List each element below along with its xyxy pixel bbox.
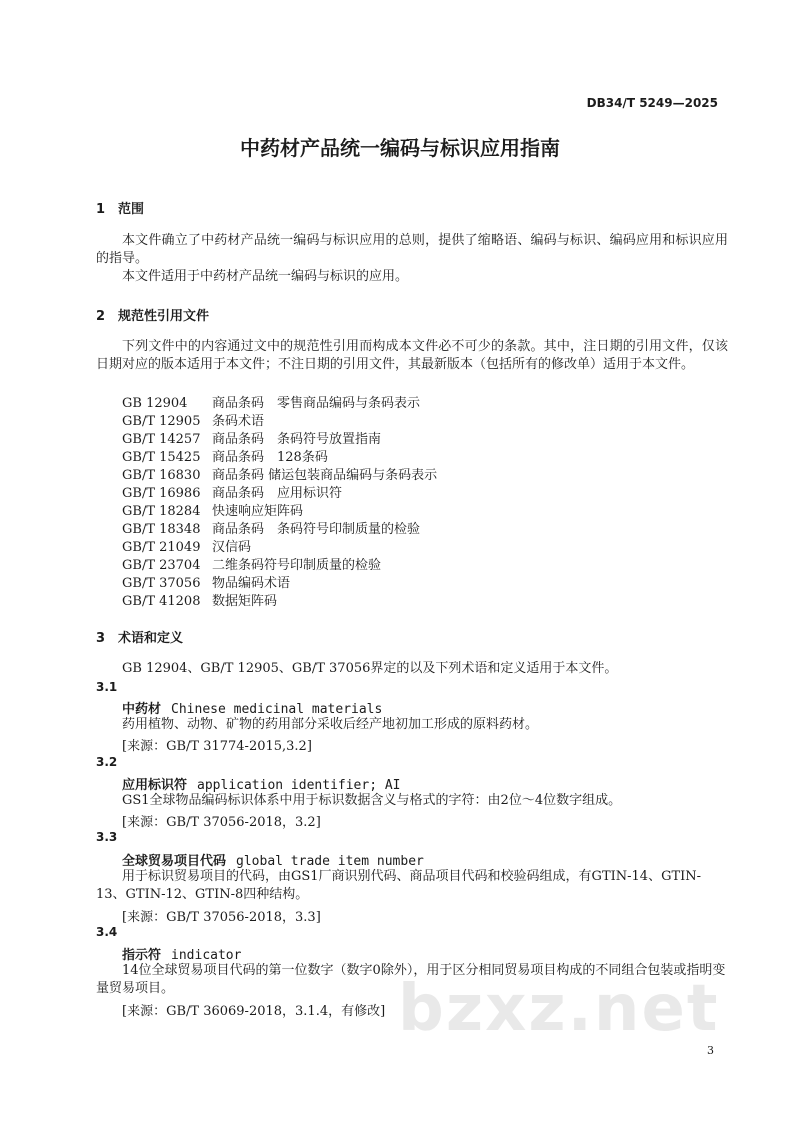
term-name-en: application identifier; AI bbox=[197, 778, 401, 793]
reference-title: 商品条码 条码符号印制质量的检验 bbox=[212, 522, 421, 537]
reference-item bbox=[122, 482, 342, 501]
section-title: 范围 bbox=[118, 202, 145, 217]
term-source: [来源：GB/T 37056-2018，3.2] bbox=[122, 815, 321, 830]
reference-item bbox=[122, 446, 328, 465]
scope-paragraph-2: 本文件适用于中药材产品统一编码与标识的应用。 bbox=[122, 269, 409, 284]
section-title: 术语和定义 bbox=[118, 631, 184, 646]
reference-item bbox=[122, 554, 381, 573]
term-name-zh: 应用标识符 bbox=[122, 778, 188, 793]
term-definition: 用于标识贸易项目的代码，由GS1厂商识别代码、商品项目代码和校验码组成，有GTIN-14、GTIN-13、GTIN-12、GTIN-8四种结构。 bbox=[96, 869, 702, 902]
reference-code: GB/T 23704 bbox=[122, 558, 201, 573]
reference-title: 商品条码 零售商品编码与条码表示 bbox=[212, 396, 421, 411]
term-definition: 药用植物、动物、矿物的药用部分采收后经产地初加工形成的原料药材。 bbox=[122, 717, 539, 732]
term-number: 3.2 bbox=[96, 755, 118, 769]
section-heading-2 bbox=[96, 305, 209, 324]
term-name-en: Chinese medicinal materials bbox=[171, 702, 383, 717]
reference-title: 物品编码术语 bbox=[212, 576, 291, 591]
scope-paragraph-1: 本文件确立了中药材产品统一编码与标识应用的总则，提供了缩略语、编码与标识、编码应用和标识应用的指导。 bbox=[96, 233, 728, 266]
term-name-en: global trade item number bbox=[236, 854, 424, 869]
reference-item bbox=[122, 464, 437, 483]
term-number: 3.1 bbox=[96, 680, 118, 694]
page-number: 3 bbox=[707, 1044, 714, 1057]
reference-item bbox=[122, 410, 264, 429]
section-number: 2 bbox=[96, 309, 106, 324]
reference-title: 汉信码 bbox=[212, 540, 252, 555]
reference-code: GB/T 18348 bbox=[122, 522, 201, 537]
section-title: 规范性引用文件 bbox=[118, 309, 210, 324]
reference-title: 商品条码 储运包装商品编码与条码表示 bbox=[212, 468, 438, 483]
reference-code: GB/T 16830 bbox=[122, 468, 201, 483]
section-number: 3 bbox=[96, 631, 106, 646]
reference-code: GB/T 16986 bbox=[122, 486, 201, 501]
reference-title: 快速响应矩阵码 bbox=[212, 504, 304, 519]
term-heading bbox=[122, 944, 241, 963]
term-name-en: indicator bbox=[171, 948, 242, 963]
reference-item bbox=[122, 536, 251, 555]
section-heading-3 bbox=[96, 627, 183, 646]
reference-item bbox=[122, 518, 420, 537]
term-definition: 14位全球贸易项目代码的第一位数字（数字0除外），用于区分相同贸易项目构成的不同组合包装或指明变量贸易项目。 bbox=[96, 963, 726, 996]
reference-title: 商品条码 条码符号放置指南 bbox=[212, 432, 382, 447]
reference-item bbox=[122, 428, 381, 447]
section-heading-1 bbox=[96, 198, 144, 217]
term-number: 3.3 bbox=[96, 830, 118, 844]
reference-item bbox=[122, 590, 277, 609]
reference-code: GB/T 18284 bbox=[122, 504, 201, 519]
term-name-zh: 中药材 bbox=[122, 702, 162, 717]
term-source: [来源：GB/T 31774-2015,3.2] bbox=[122, 739, 312, 754]
term-number: 3.4 bbox=[96, 925, 118, 939]
reference-title: 商品条码 128条码 bbox=[212, 450, 328, 465]
reference-code: GB/T 37056 bbox=[122, 576, 201, 591]
document-title: 中药材产品统一编码与标识应用指南 bbox=[240, 136, 560, 160]
reference-code: GB 12904 bbox=[122, 396, 188, 411]
reference-code: GB/T 21049 bbox=[122, 540, 201, 555]
terms-intro: GB 12904、GB/T 12905、GB/T 37056界定的以及下列术语和定义适用于本文件。 bbox=[122, 661, 618, 676]
reference-item bbox=[122, 500, 303, 519]
term-definition: GS1全球物品编码标识体系中用于标识数据含义与格式的字符：由2位～4位数字组成。 bbox=[122, 793, 622, 808]
reference-item bbox=[122, 572, 290, 591]
section-number: 1 bbox=[96, 202, 106, 217]
term-heading bbox=[122, 850, 424, 869]
term-name-zh: 全球贸易项目代码 bbox=[122, 854, 227, 869]
reference-code: GB/T 15425 bbox=[122, 450, 201, 465]
reference-code: GB/T 12905 bbox=[122, 414, 201, 429]
reference-title: 数据矩阵码 bbox=[212, 594, 278, 609]
reference-title: 条码术语 bbox=[212, 414, 265, 429]
document-number: DB34/T 5249—2025 bbox=[586, 96, 718, 110]
reference-title: 二维条码符号印制质量的检验 bbox=[212, 558, 382, 573]
reference-title: 商品条码 应用标识符 bbox=[212, 486, 343, 501]
references-intro: 下列文件中的内容通过文中的规范性引用而构成本文件必不可少的条款。其中，注日期的引用文件，仅该日期对应的版本适用于本文件；不注日期的引用文件，其最新版本（包括所有的修改单）适用于本文件。 bbox=[96, 339, 728, 372]
term-source: [来源：GB/T 37056-2018，3.3] bbox=[122, 910, 321, 925]
term-heading bbox=[122, 774, 401, 793]
reference-item bbox=[122, 392, 420, 411]
term-source: [来源：GB/T 36069-2018，3.1.4，有修改] bbox=[122, 1004, 386, 1019]
watermark: bzxz.net bbox=[398, 972, 720, 1046]
reference-code: GB/T 14257 bbox=[122, 432, 201, 447]
term-name-zh: 指示符 bbox=[122, 948, 162, 963]
term-heading bbox=[122, 698, 382, 717]
reference-code: GB/T 41208 bbox=[122, 594, 201, 609]
